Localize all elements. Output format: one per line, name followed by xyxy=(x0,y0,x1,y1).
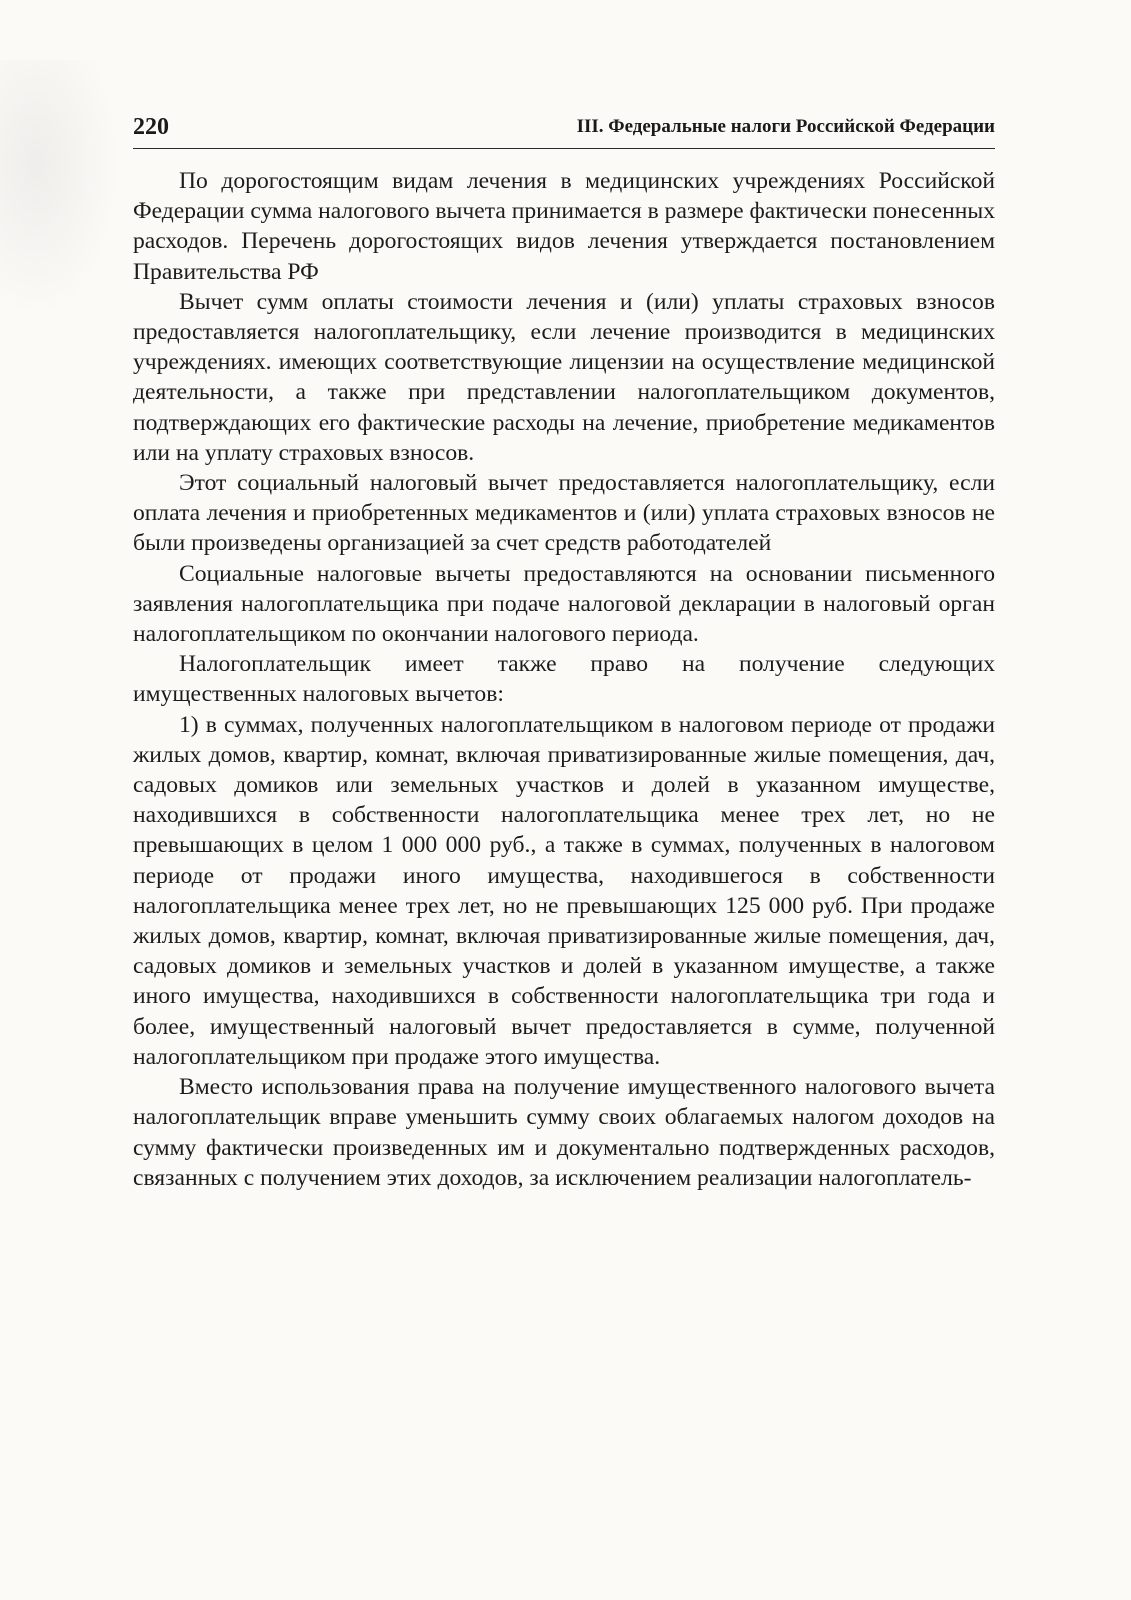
list-item-paragraph: 1) в суммах, полученных налогоплательщиком в налоговом периоде от продажи жилых домов, квартир, комнат, включая приватизированные жилые помещения, дач, садовых домиков или земельных участков и долей в указанном имуществе, находившихся в собственности налогоплательщика менее трех лет, но не превышающих в целом 1 000 000 руб., а также в суммах, полученных в налоговом периоде от продажи иного имущества, находившегося в собственности налогоплательщика менее трех лет, но не превышающих 125 000 руб. При продаже жилых домов, квартир, комнат, включая приватизированные жилые помещения, дач, садовых домиков и земельных участков и долей в указанном имуществе, а также иного имущества, находившихся в собственности налогоплательщика три года и более, имущественный налоговый вычет предоставляется в сумме, полученной налогоплательщиком при продаже этого имущества. xyxy=(133,711,995,1070)
body-text xyxy=(133,166,995,1193)
paragraph: Налогоплательщик имеет также право на получение следующих имущественных налоговых вычетов: xyxy=(133,651,995,708)
paragraph: Вместо использования права на получение имущественного налогового вычета налогоплательщик вправе уменьшить сумму своих облагаемых налогом доходов на сумму фактически произведенных им и документально подтвержденных расходов, связанных с получением этих доходов, за исключением реализации налогоплатель- xyxy=(133,1074,995,1191)
paragraph: Вычет сумм оплаты стоимости лечения и (или) уплаты страховых взносов предоставляется налогоплательщику, если лечение производится в медицинских учреждениях. имеющих соответствующие лицензии на осуществление медицинской деятельности, а также при представлении налогоплательщиком документов, подтверждающих его фактические расходы на лечение, приобретение медикаментов или на уплату страховых взносов. xyxy=(133,288,995,466)
page-header xyxy=(133,112,995,149)
scan-shadow xyxy=(0,60,120,320)
paragraph: Этот социальный налоговый вычет предоставляется налогоплательщику, если оплата лечения и приобретенных медикаментов и (или) уплата страховых взносов не были произведены организацией за счет средств работодателей xyxy=(133,470,995,557)
paragraph: По дорогостоящим видам лечения в медицинских учреждениях Российской Федерации сумма налогового вычета принимается в размере фактически понесенных расходов. Перечень дорогостоящих видов лечения утверждается постановлением Правительства РФ xyxy=(133,168,995,285)
running-head: III. Федеральные налоги Российской Федерации xyxy=(576,116,995,137)
page-number: 220 xyxy=(133,114,169,140)
paragraph: Социальные налоговые вычеты предоставляются на основании письменного заявления налогоплательщика при подаче налоговой декларации в налоговый орган налогоплательщиком по окончании налогового периода. xyxy=(133,560,995,648)
